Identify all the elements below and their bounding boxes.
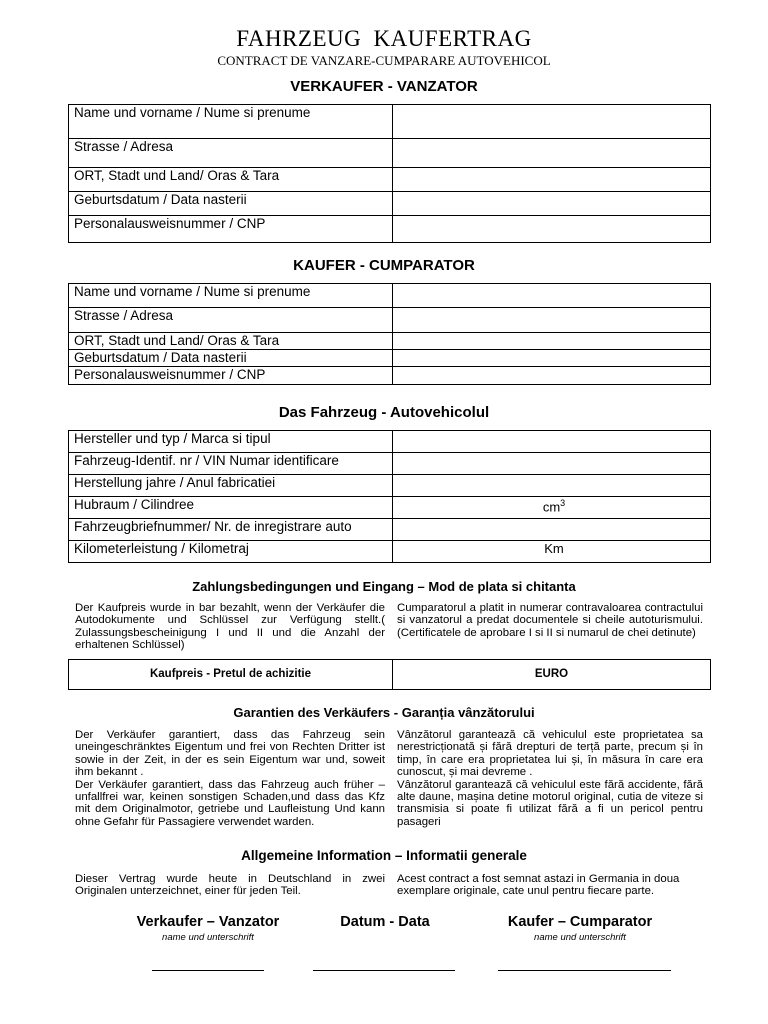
field-label: Hersteller und typ / Marca si tipul — [69, 431, 393, 453]
buyer-heading: KAUFER - CUMPARATOR — [293, 257, 475, 274]
field-label: Fahrzeug-Identif. nr / VIN Numar identificare — [69, 453, 393, 475]
unit-label: Km — [544, 541, 564, 556]
table-row — [69, 453, 711, 475]
vehicle-table — [68, 430, 711, 563]
document-subtitle: CONTRACT DE VANZARE-CUMPARARE AUTOVEHICOL — [217, 53, 551, 68]
table-row — [69, 216, 711, 243]
field-label: ORT, Stadt und Land/ Oras & Tara — [69, 333, 393, 350]
unit-superscript: 3 — [560, 498, 566, 508]
warranty-text-ro — [397, 729, 703, 828]
field-value[interactable] — [393, 284, 711, 308]
field-label: Fahrzeugbriefnummer/ Nr. de inregistrare auto — [69, 519, 393, 541]
price-box — [68, 659, 711, 690]
table-row — [69, 139, 711, 168]
field-label: Strasse / Adresa — [69, 139, 393, 168]
field-value[interactable] — [393, 431, 711, 453]
buyer-signature-subtitle: name und unterschrift — [534, 932, 626, 943]
field-value[interactable] — [393, 350, 711, 367]
table-row — [69, 367, 711, 385]
field-value[interactable] — [393, 497, 711, 519]
seller-heading: VERKAUFER - VANZATOR — [290, 78, 478, 95]
payment-text-de: Der Kaufpreis wurde in bar bezahlt, wenn der Verkäufer die Autodokumente und Schlüssel zur Verfügung stellt.( Zulassungsbescheinigung I und II und die Anzahl der erhaltenen Schlüssel) — [75, 602, 385, 652]
field-label: ORT, Stadt und Land/ Oras & Tara — [69, 168, 393, 192]
table-row — [69, 333, 711, 350]
seller-signature-title: Verkaufer – Vanzator — [136, 914, 280, 930]
warranty-de-paragraph-2: Der Verkäufer garantiert, dass das Fahrzeug auch früher – unfallfrei war, keinen sonstigen Schaden,und dass das Kfz mit dem Originalmotor, getriebe und Laufleistung Und kann ohne Gefahr für Passagiere verwendet warden. — [75, 778, 385, 828]
field-value[interactable] — [393, 105, 711, 139]
table-row — [69, 284, 711, 308]
warranty-heading: Garantien des Verkäufers - Garanția vânzătorului — [233, 705, 535, 720]
general-text-ro: Acest contract a fost semnat astazi in Germania in doua exemplare originale, cate unul pentru fiecare parte. — [397, 873, 680, 898]
field-label: Geburtsdatum / Data nasterii — [69, 192, 393, 216]
field-label: Herstellung jahre / Anul fabricatiei — [69, 475, 393, 497]
field-value[interactable] — [393, 541, 711, 563]
table-row — [69, 308, 711, 333]
warranty-de-paragraph-1: Der Verkäufer garantiert, dass das Fahrzeug sein uneingeschränktes Eigentum und frei von Rechten Dritter ist sowie in der Zeit, in der es sein Eigentum war und, soweit ihm bekannt . — [75, 729, 385, 779]
general-text-de: Dieser Vertrag wurde heute in Deutschland in zwei Originalen unterzeichnet, einer für jeden Teil. — [75, 873, 385, 898]
table-row — [69, 541, 711, 563]
seller-signature-subtitle: name und unterschrift — [162, 932, 254, 943]
warranty-ro-paragraph-2: Vânzătorul garantează că vehiculul este fără accidente, fără alte daune, mașina detine motorul original, cutia de viteze si transmisia si poate fi utilizat fără a fi un pericol pentru pasageri — [397, 778, 703, 828]
field-label: Geburtsdatum / Data nasterii — [69, 350, 393, 367]
field-label: Name und vorname / Nume si prenume — [69, 284, 393, 308]
buyer-signature-line[interactable] — [498, 970, 671, 971]
field-value[interactable] — [393, 333, 711, 350]
unit-label: cm — [542, 499, 561, 515]
document-title: FAHRZEUG KAUFERTRAG — [236, 26, 532, 51]
general-heading: Allgemeine Information – Informatii generale — [241, 848, 527, 863]
table-row — [69, 168, 711, 192]
warranty-text-de — [75, 729, 385, 828]
field-value[interactable] — [393, 139, 711, 168]
table-row — [69, 105, 711, 139]
date-title: Datum - Data — [340, 914, 430, 930]
field-label: Kilometerleistung / Kilometraj — [69, 541, 393, 563]
table-row — [69, 519, 711, 541]
table-row — [69, 497, 711, 519]
payment-text-ro: Cumparatorul a platit in numerar contravaloarea contractului si vanzatorul a predat documentele si cheile autoturismului. (Certificatele de aprobare I si II si numarul de chei detinute) — [397, 602, 703, 639]
field-label: Strasse / Adresa — [69, 308, 393, 333]
field-value[interactable] — [393, 367, 711, 385]
price-label: Kaufpreis - Pretul de achizitie — [69, 660, 393, 689]
seller-signature-line[interactable] — [152, 970, 264, 971]
vehicle-heading: Das Fahrzeug - Autovehicolul — [278, 404, 490, 421]
payment-heading: Zahlungsbedingungen und Eingang – Mod de plata si chitanta — [192, 579, 576, 594]
field-value[interactable] — [393, 519, 711, 541]
field-value[interactable] — [393, 168, 711, 192]
seller-table — [68, 104, 711, 243]
table-row — [69, 350, 711, 367]
field-label: Personalausweisnummer / CNP — [69, 367, 393, 385]
field-label: Hubraum / Cilindree — [69, 497, 393, 519]
table-row — [69, 431, 711, 453]
warranty-ro-paragraph-1: Vânzătorul garantează că vehiculul este proprietatea sa nerestricționată și fără drepturi de terță parte, precum și în timp, în care era proprietatea lui și, în măsura în care era cunoscut, și mai devreme . — [397, 729, 703, 779]
buyer-table — [68, 283, 711, 385]
field-value[interactable] — [393, 308, 711, 333]
table-row — [69, 475, 711, 497]
field-value[interactable] — [393, 216, 711, 243]
field-value[interactable] — [393, 453, 711, 475]
field-label: Name und vorname / Nume si prenume — [69, 105, 393, 139]
field-value[interactable] — [393, 475, 711, 497]
field-label: Personalausweisnummer / CNP — [69, 216, 393, 243]
field-value[interactable] — [393, 192, 711, 216]
buyer-signature-title: Kaufer – Cumparator — [507, 914, 653, 930]
date-line[interactable] — [313, 970, 455, 971]
price-currency[interactable]: EURO — [534, 668, 569, 680]
table-row — [69, 192, 711, 216]
